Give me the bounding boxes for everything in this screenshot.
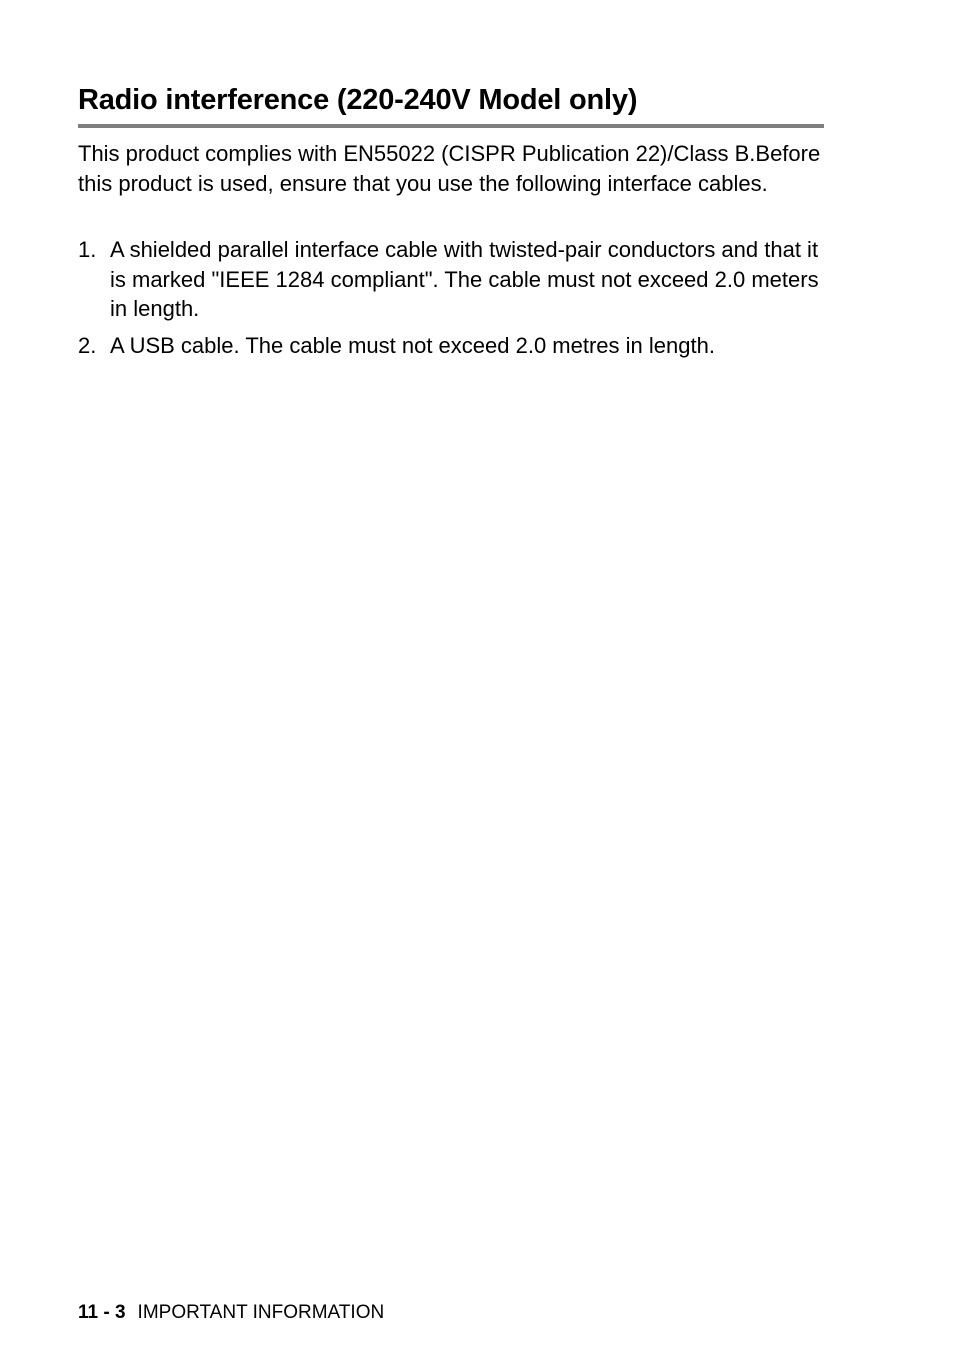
intro-paragraph: This product complies with EN55022 (CISPR Publication 22)/Class B.Before this product is used, ensure that you use the following interface cables. [78, 141, 821, 196]
heading-underline [78, 124, 824, 128]
section-heading [78, 80, 824, 128]
list-item-number: 1. [78, 237, 97, 262]
list-item-number: 2. [78, 332, 97, 358]
page-footer [78, 1301, 384, 1325]
requirements-list [78, 235, 828, 367]
list-item [78, 331, 828, 361]
list-item-text: A shielded parallel interface cable with twisted-pair conductors and that it is marked "IEEE 1284 compliant". The cable must not exceed 2.0 meters in length. [110, 237, 819, 321]
list-item-text: A USB cable. The cable must not exceed 2.0 metres in length. [110, 332, 715, 358]
page-number: 11 - 3 [78, 1302, 126, 1323]
page-title: Radio interference (220-240V Model only) [78, 84, 638, 116]
list-item [78, 235, 828, 324]
footer-section-title: IMPORTANT INFORMATION [137, 1302, 385, 1323]
